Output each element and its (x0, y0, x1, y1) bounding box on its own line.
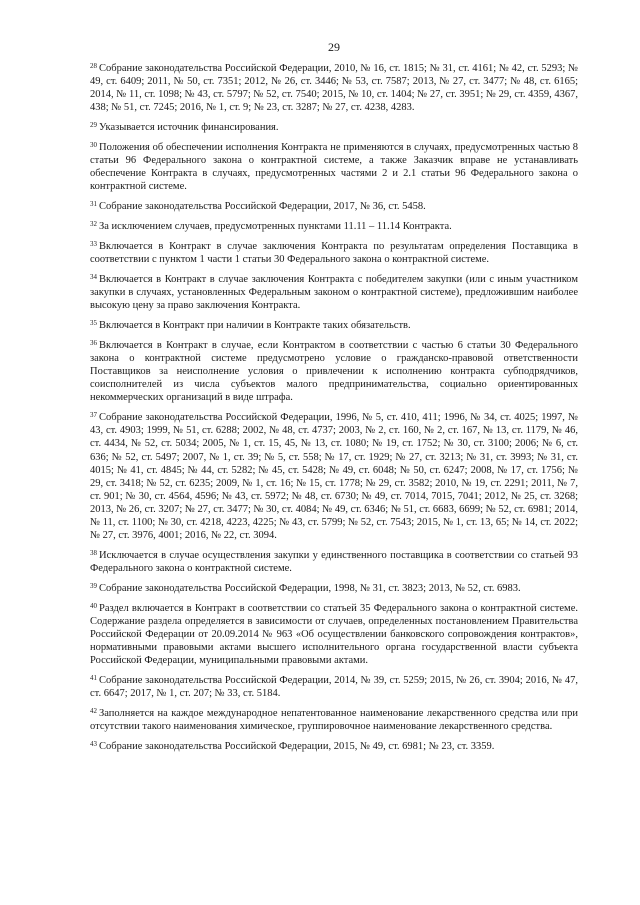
footnote-text: Собрание законодательства Российской Федерации, 2010, № 16, ст. 1815; № 31, ст. 4161; № 42, ст. 5293; № 49, ст. 6409; 2011, № 50, ст. 7351; 2012, № 26, ст. 3446; № 53, ст. 7587; 2013, № 27, ст. 3477; № 48, ст. 6165; 2014, № 11, ст. 1098; № 43, ст. 5797; № 52, ст. 7540; 2015, № 10, ст. 1404; № 27, ст. 3951; № 29, ст. 4359, 4367, 438; № 51, ст. 7245; 2016, № 1, ст. 9; № 23, ст. 3287; № 27, ст. 4238, 4283. (90, 63, 578, 114)
footnote-text: Собрание законодательства Российской Федерации, 2015, № 49, ст. 6981; № 23, ст. 3359. (99, 741, 495, 753)
footnote (90, 549, 578, 575)
footnote-text: Включается в Контракт в случае заключения Контракта по результатам определения Поставщика в соответствии с пунктом 1 части 1 статьи 30 Федерального закона о контрактной системе. (90, 241, 578, 266)
footnote (90, 240, 578, 266)
footnote (90, 220, 578, 233)
footnote-number: 29 (90, 121, 97, 130)
footnote-number: 31 (90, 200, 97, 209)
footnote-number: 34 (90, 272, 97, 281)
footnote-number: 39 (90, 581, 97, 590)
footnote (90, 121, 578, 134)
footnote (90, 141, 578, 193)
footnote-number: 43 (90, 739, 97, 748)
footnote-text: Собрание законодательства Российской Федерации, 2014, № 39, ст. 5259; 2015, № 26, ст. 3904; 2016, № 47, ст. 6647; 2017, № 1, ст. 207; № 33, ст. 5184. (90, 675, 578, 700)
footnote-text: Собрание законодательства Российской Федерации, 1996, № 5, ст. 410, 411; 1996, № 34, ст. 4025; 1997, № 43, ст. 4903; 1999, № 51, ст. 6288; 2002, № 48, ст. 4737; 2003, № 2, ст. 160, № 2, ст. 167, № 13, ст. 1179, № 46, ст. 4434, № 52, ст. 5034; 2005, № 1, ст. 15, 45, № 13, ст. 1080; № 19, ст. 1752; № 30, ст. 3100; 2006; № 6, ст. 636; № 52, ст. 5497; 2007, № 1, ст. 39; № 5, ст. 558; № 17, ст. 1929; № 27, ст. 3213; № 31, ст. 3993; № 31, ст. 4015; № 41, ст. 4845; № 44, ст. 5282; № 45, ст. 5428; № 49, ст. 6048; № 50, ст. 6247; 2008, № 17, ст. 1756; № 29, ст. 3418; № 52, ст. 6235; 2009, № 1, ст. 16; № 15, ст. 1778; № 29, ст. 3582; 2010, № 19, ст. 2291; 2011, № 7, ст. 901; № 30, ст. 4564, 4596; № 43, ст. 5972; № 48, ст. 6730; № 49, ст. 7014, 7015, 7041; 2012, № 25, ст. 3268; 2013, № 26, ст. 3207; № 27, ст. 3477; № 30, ст. 4084; № 49, ст. 6346; № 51, ст. 6683, 6699; № 52, ст. 6981; 2014, № 11, ст. 1100; № 30, ст. 4218, 4223, 4225; № 43, ст. 5799; № 52, ст. 7543; 2015, № 1, ст. 13, 65; № 14, ст. 2022; № 27, ст. 3976, 4001; 2016, № 22, ст. 3094. (90, 412, 578, 542)
footnote-number: 30 (90, 140, 97, 149)
footnote (90, 707, 578, 733)
footnote-number: 32 (90, 219, 97, 228)
footnote-number: 28 (90, 61, 97, 70)
footnote-text: Исключается в случае осуществления закупки у единственного поставщика в соответствии со статьей 93 Федерального закона о контрактной системе. (90, 549, 578, 575)
footnote-text: Указывается источник финансирования. (99, 122, 279, 134)
footnote-number: 36 (90, 338, 97, 347)
footnote-number: 33 (90, 239, 97, 248)
footnote-text: За исключением случаев, предусмотренных пунктами 11.11 – 11.14 Контракта. (99, 221, 452, 233)
footnote-number: 37 (90, 411, 97, 420)
footnote (90, 740, 578, 753)
footnote-number: 40 (90, 601, 97, 610)
footnote-text: Собрание законодательства Российской Федерации, 2017, № 36, ст. 5458. (99, 201, 426, 213)
footnote (90, 411, 578, 542)
footnotes-list (90, 62, 578, 753)
footnote-text: Включается в Контракт в случае, если Контрактом в соответствии с частью 6 статьи 30 Федерального закона о контрактной системе предусмотрено условие о гражданско-правовой ответственности Поставщиков за неисполнение условия о привлечении к исполнению контракта субподрядчиков, соисполнителей из числа субъектов малого предпринимательства, социально ориентированных некоммерческих организаций в виде штрафа. (90, 339, 578, 404)
footnote-number: 35 (90, 318, 97, 327)
footnote-text: Положения об обеспечении исполнения Контракта не применяются в случаях, предусмотренных частью 8 статьи 96 Федерального закона о контрактной системе, а также Заказчик вправе не устанавливать обеспечение Контракта в случаях, предусмотренных частями 2 и 2.1 статьи 96 Федерального закона о контрактной системе. (90, 142, 578, 193)
page-number: 29 (328, 40, 340, 54)
footnote-number: 42 (90, 706, 97, 715)
footnote (90, 319, 578, 332)
footnote-text: Включается в Контракт в случае заключения Контракта с победителем закупки (или с иным участником закупки в случаях, установленных Федеральным законом о контрактной системе), предложившим наиболее высокую цену за право заключения Контракта. (90, 274, 578, 312)
footnote (90, 62, 578, 114)
footnote (90, 582, 578, 595)
footnote-text: Включается в Контракт при наличии в Контракте таких обязательств. (99, 320, 411, 332)
footnote (90, 674, 578, 700)
footnote (90, 602, 578, 667)
footnote (90, 339, 578, 404)
footnote (90, 273, 578, 312)
footnote-text: Заполняется на каждое международное непатентованное наименование лекарственного средства или при отсутствии такого наименования химическое, группировочное наименование лекарственного средства. (90, 708, 578, 733)
footnote-number: 41 (90, 673, 97, 682)
footnote-text: Собрание законодательства Российской Федерации, 1998, № 31, ст. 3823; 2013, № 52, ст. 6983. (99, 582, 521, 594)
footnote-text: Раздел включается в Контракт в соответствии со статьей 35 Федерального закона о контрактной системе. Содержание раздела определяется в зависимости от случаев, определенных постановлением Правительства Российской Федерации от 20.09.2014 № 963 «Об осуществлении банковского сопровождения контрактов», нормативными правовыми актами высшего исполнительного органа государственной власти субъекта Российской Федерации, муниципальными правовыми актами. (90, 602, 578, 667)
footnote (90, 200, 578, 213)
footnote-number: 38 (90, 548, 97, 557)
